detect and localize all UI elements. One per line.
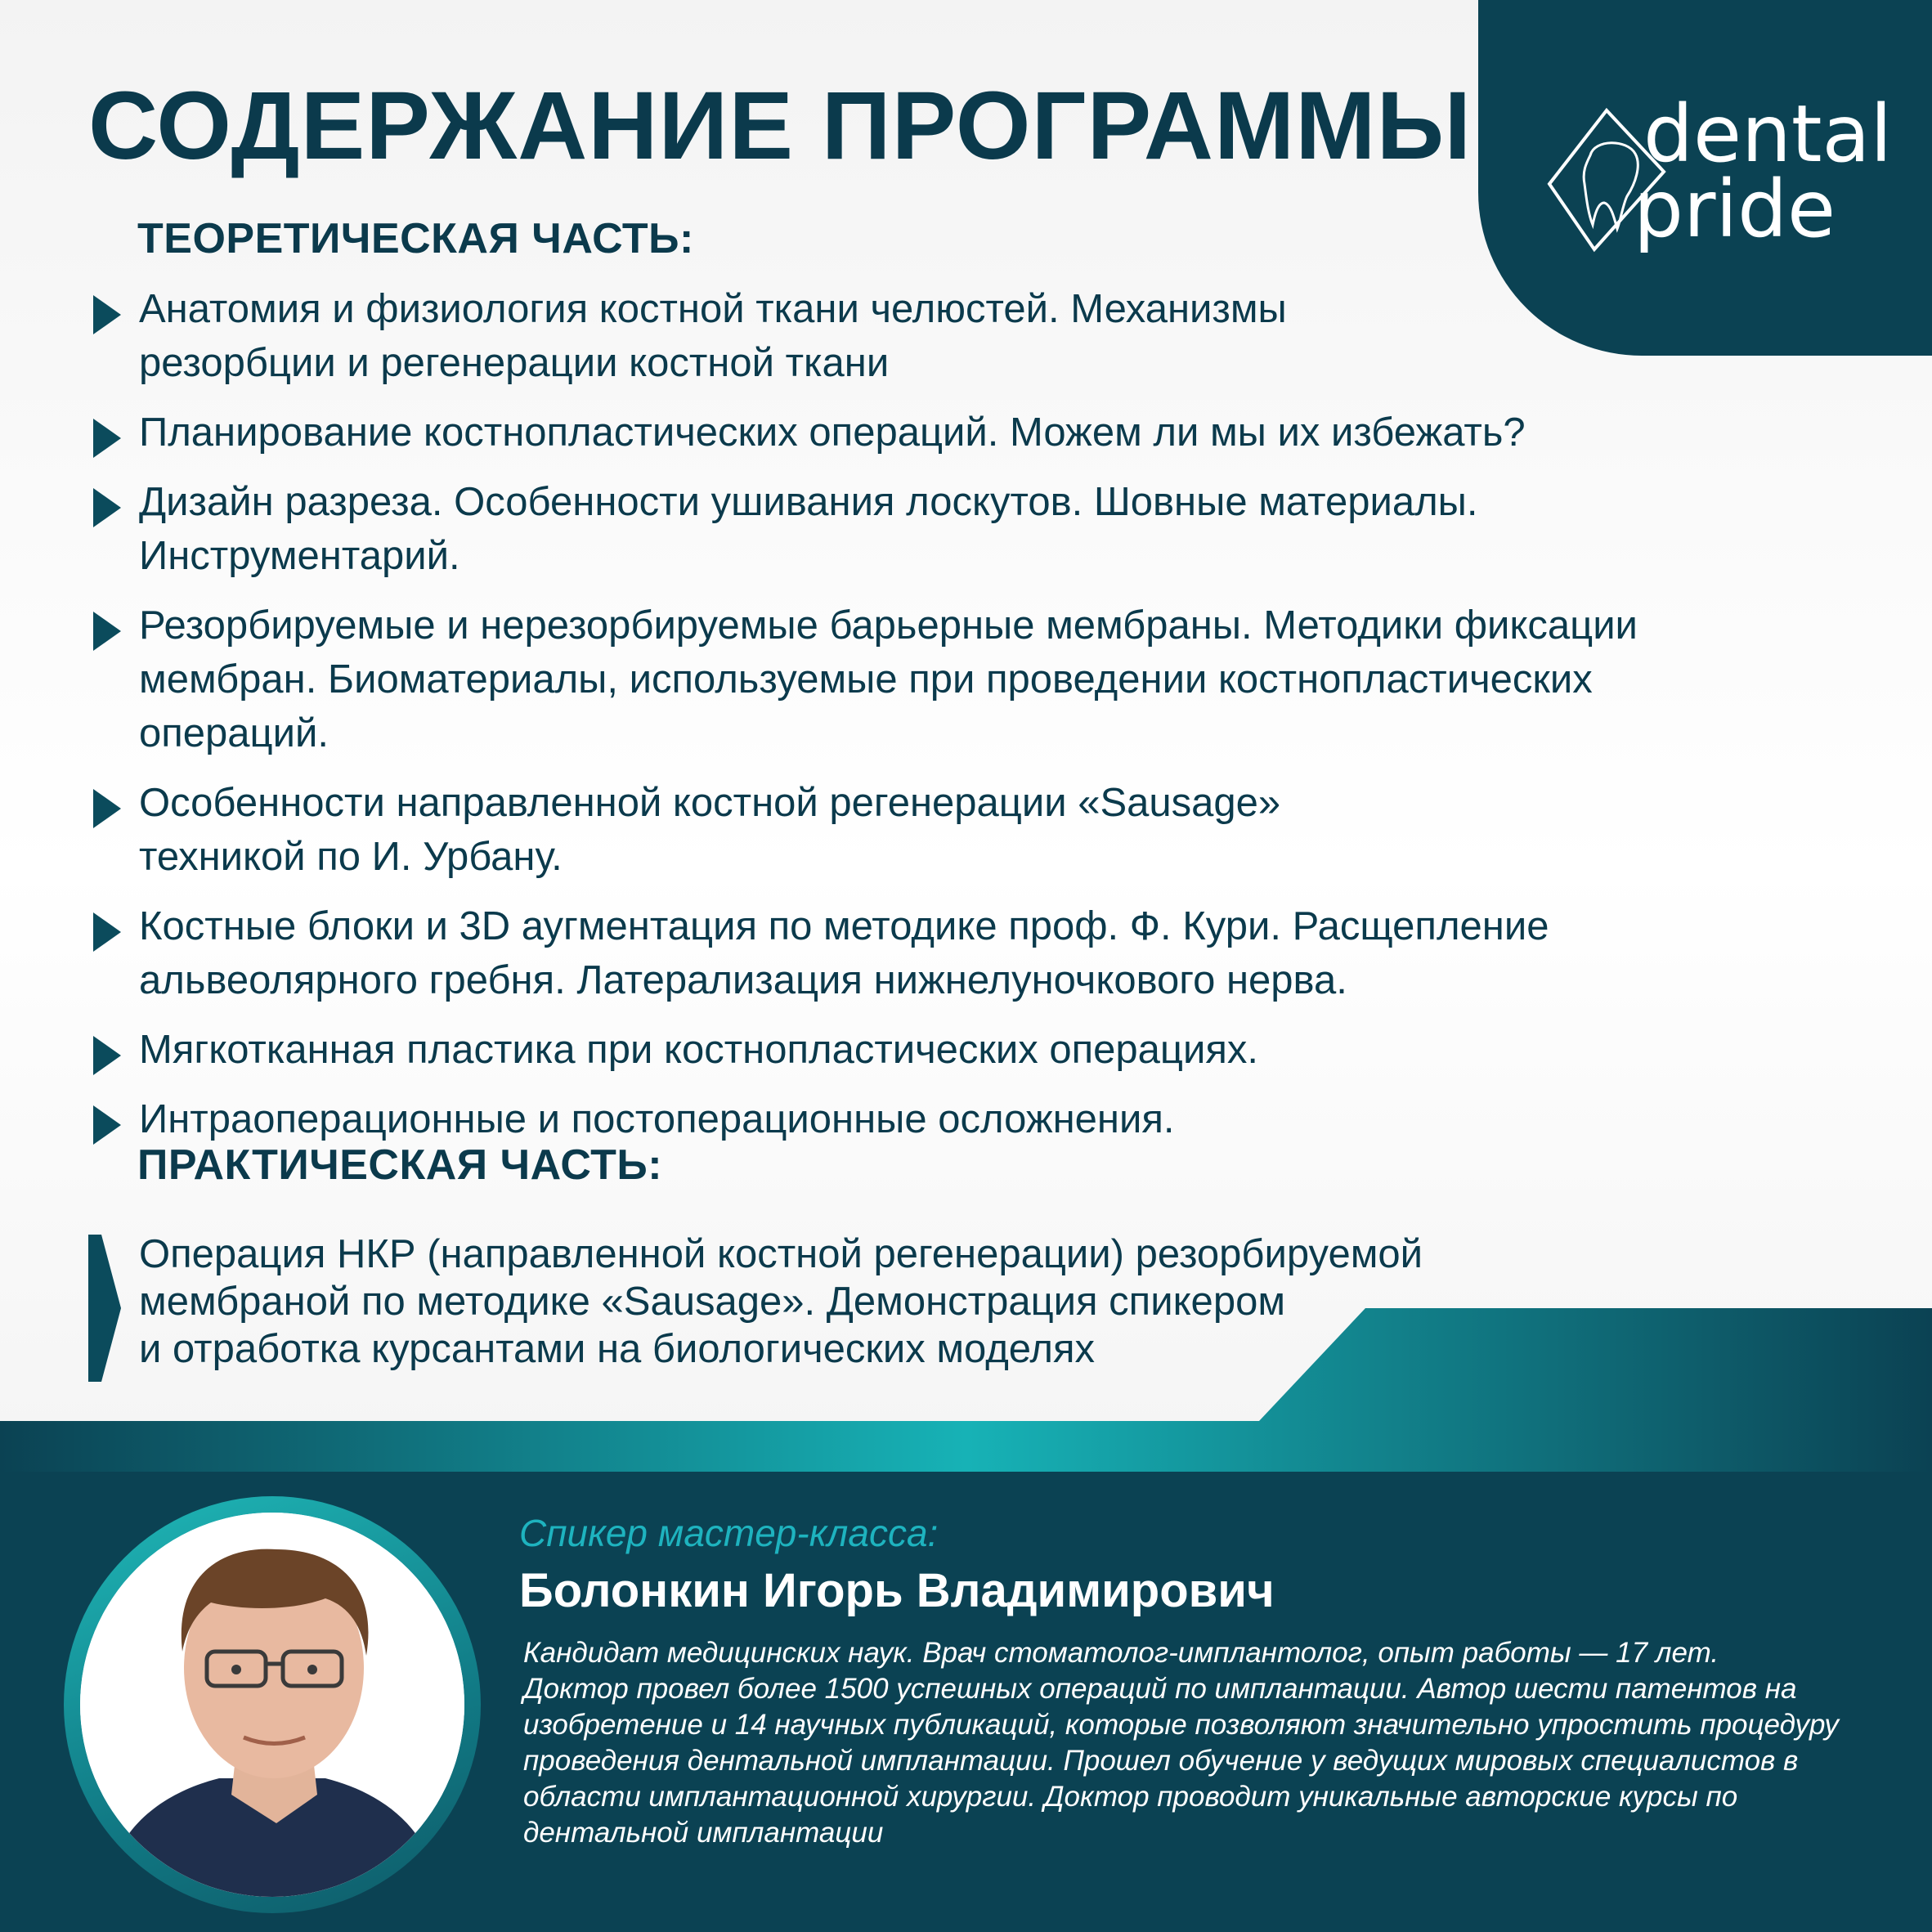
list-item-text: Анатомия и физиология костной ткани челюстей. Механизмы резорбции и регенерации костной ткани [139,287,1287,385]
list-item [88,776,1854,884]
list-item [88,282,1854,390]
list-item [88,1092,1854,1146]
brand-line-pride: pride [1634,164,1836,255]
practice-heading: ПРАКТИЧЕСКАЯ ЧАСТЬ: [137,1141,663,1189]
triangle-bullet-icon [93,1036,121,1075]
list-item-text: Особенности направленной костной регенерации «Sausage» техникой по И. Урбану. [139,781,1281,879]
theory-heading: ТЕОРЕТИЧЕСКАЯ ЧАСТЬ: [137,215,694,262]
list-item-text: Резорбируемые и нерезорбируемые барьерные мембраны. Методики фиксации мембран. Биоматериалы, используемые при проведении костнопластических операций. [139,603,1638,755]
brand-line-dental: dental [1643,88,1892,180]
list-item-text: Дизайн разреза. Особенности ушивания лоскутов. Шовные материалы. Инструментарий. [139,480,1478,578]
list-item [88,475,1854,583]
list-item-text: Костные блоки и 3D аугментация по методике проф. Ф. Кури. Расщепление альвеолярного гребня. Латерализация нижнелуночкового нерва. [139,904,1549,1002]
theory-list [88,282,1854,1162]
list-item-text: Планирование костнопластических операций. Можем ли мы их избежать? [139,410,1526,455]
speaker-label: Спикер мастер-класса: [519,1512,939,1554]
list-item-text: Интраоперационные и постоперационные осложнения. [139,1097,1175,1141]
list-item [88,406,1854,459]
speaker-photo [80,1513,464,1897]
triangle-bullet-icon [93,419,121,458]
triangle-bullet-icon [93,1105,121,1145]
page-title: СОДЕРЖАНИЕ ПРОГРАММЫ [88,72,1473,180]
triangle-bullet-icon [93,789,121,828]
triangle-bullet-icon [93,612,121,651]
list-item [88,899,1854,1007]
list-item-text: Мягкотканная пластика при костнопластических операциях. [139,1028,1258,1072]
triangle-bullet-icon [93,912,121,952]
speaker-bio: Кандидат медицинских наук. Врач стоматолог-имплантолог, опыт работы — 17 лет. Доктор провел более 1500 успешных операций по имплантации. Автор шести патентов на изобретение и 14 научных публикаций, которые позволяют значительно упростить процедуру проведения дентальной имплантации. Прошел обучение у ведущих мировых специалистов в области имплантационной хирургии. Доктор проводит уникальные авторские курсы по дентальной имплантации [523,1637,1839,1849]
speaker-name: Болонкин Игорь Владимирович [519,1564,1275,1617]
triangle-bullet-icon [93,295,121,334]
brand-logo [1634,88,1892,255]
triangle-bullet-icon [93,488,121,527]
list-item [88,1023,1854,1077]
speaker-portrait-image [80,1513,464,1897]
practice-text: Операция НКР (направленной костной регенерации) резорбируемой мембраной по методике «Sausage». Демонстрация спикером и отработка курсантами на биологических моделях [139,1232,1423,1371]
list-item [88,598,1854,760]
